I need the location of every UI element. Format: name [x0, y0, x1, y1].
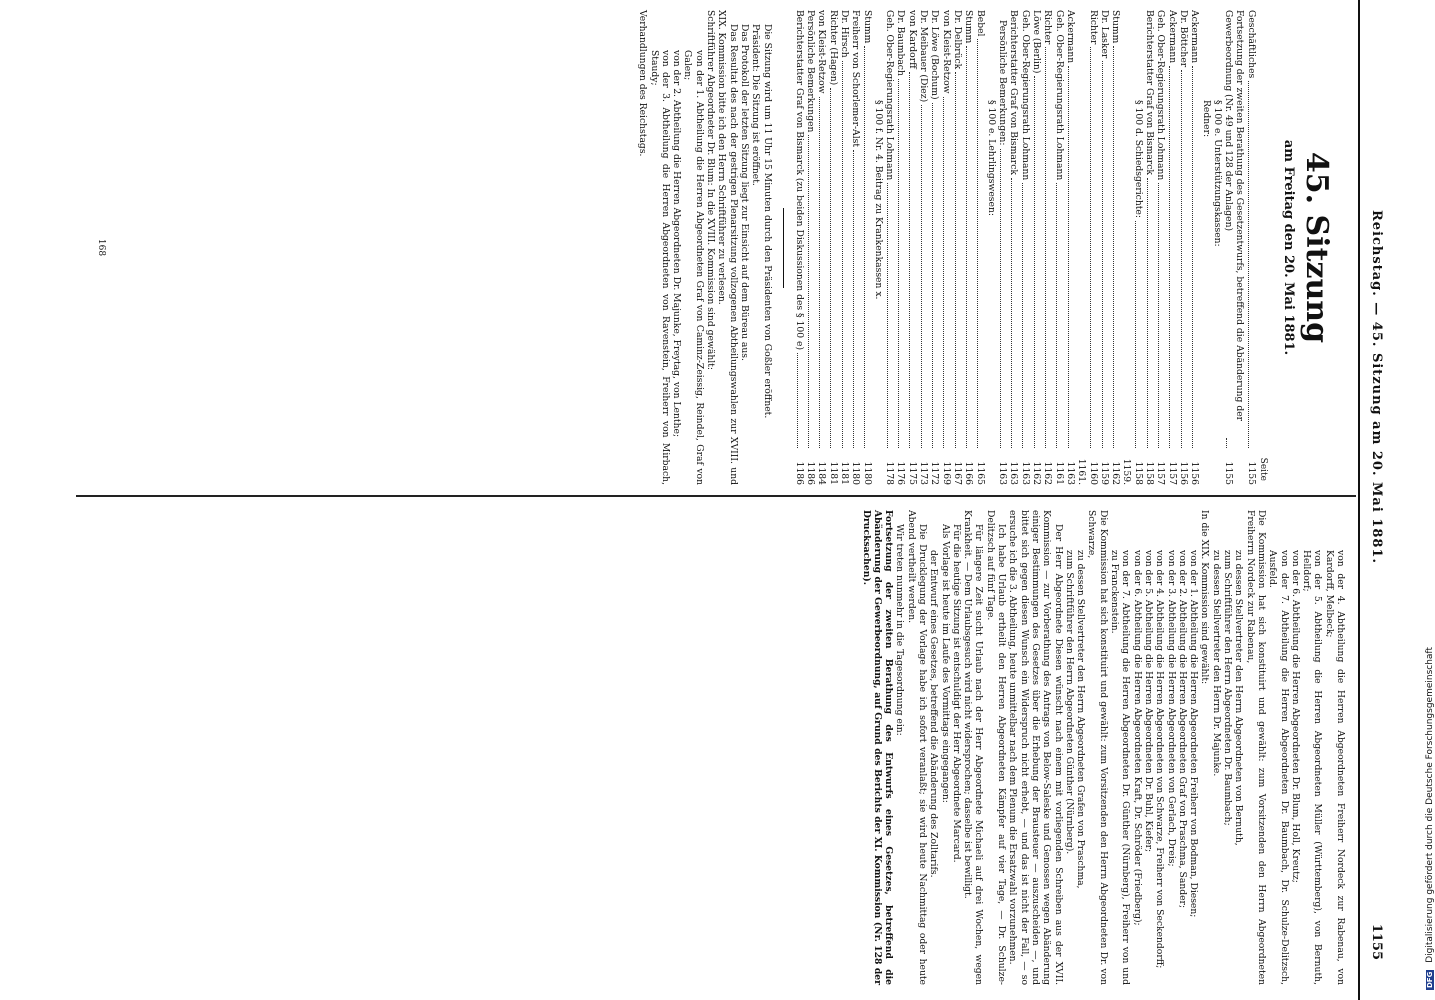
toc-leader-dots: [830, 88, 831, 448]
running-head-page-number: 1155: [1369, 923, 1384, 960]
toc-entry-text: Dr. Baumbach: [895, 10, 907, 76]
toc-leader-dots: [1248, 81, 1249, 448]
toc-entry: [850, 10, 861, 485]
left-body-text: [637, 10, 773, 485]
body-paragraph: zum Schriftführer den Herrn Abgeordneten Dr. Baumbach;: [1222, 550, 1234, 826]
rotated-sheet: [60, 0, 1390, 1000]
toc-entry-text: Dr. Hirsch: [839, 10, 851, 58]
header-rule: [1358, 0, 1360, 1000]
toc-leader-dots: [1226, 438, 1227, 448]
body-paragraph: Für die heutige Sitzung ist entschuldigt der Herr Abgeordnete Marcard.: [950, 524, 962, 863]
body-paragraph: von der 2. Abtheilung die Herren Abgeordneten Graf von Praschma, Sander;: [1176, 550, 1188, 909]
running-head: [1360, 0, 1390, 1000]
left-column: [66, 10, 1346, 485]
toc-leader-dots: [1113, 46, 1114, 448]
toc-leader-dots: [1192, 66, 1193, 448]
toc-entry: [1132, 10, 1143, 485]
body-paragraph: von der 1. Abtheilung die Herren Abgeordneten Freiherr von Bodman, Diesen;: [1188, 550, 1200, 918]
body-paragraph: zu dessen Stellvertreter den Herrn Dr. Majunke.: [1210, 550, 1222, 777]
toc-entry: [940, 10, 951, 485]
body-paragraph: Das Protokoll der letzten Sitzung liegt zur Einsicht auf dem Büreau aus.: [738, 24, 750, 361]
toc-entry-text: § 100 e. Unterstützungskassen:: [1211, 100, 1223, 247]
toc-leader-dots: [1102, 61, 1103, 448]
toc-leader-dots: [842, 61, 843, 448]
toc-entry-page: 1165: [974, 461, 986, 485]
toc-divider: [783, 208, 784, 288]
toc-entry: [1212, 10, 1223, 485]
toc-leader-dots: [1169, 66, 1170, 448]
body-paragraph: von der 7. Abtheilung die Herren Abgeordneten Dr. Günther (Nürnberg), Freiherr von und zu Franckenstein.: [1109, 550, 1132, 985]
toc-entry-text: von Kleist-Retzow: [940, 10, 952, 94]
toc-entry-text: Stumm: [963, 10, 975, 44]
toc-entry: [1008, 10, 1019, 485]
signature-number: 168: [96, 238, 106, 257]
toc-entry: [1200, 10, 1211, 485]
toc-leader-dots: [853, 150, 854, 448]
body-paragraph: In die XIX. Kommission sind gewählt:: [1199, 510, 1211, 685]
right-body-text: [860, 510, 1346, 985]
toc-entry: [895, 10, 906, 485]
toc-entry-text: Berichterstatter Graf von Bismarck: [1008, 10, 1020, 175]
toc-entry: [884, 10, 895, 485]
toc-entry-text: Stumm: [1110, 10, 1122, 44]
toc-entry-text: Bebel: [974, 10, 986, 37]
body-paragraph: Verhandlungen des Reichstags.: [637, 10, 649, 157]
toc-leader-dots: [1181, 70, 1182, 448]
toc-entry-page: 1158: [1132, 461, 1144, 485]
toc-entry-text: Redner:: [1200, 100, 1212, 138]
toc-entry-text: Richter: [1087, 10, 1099, 45]
body-paragraph: Präsident: Die Sitzung ist eröffnet.: [750, 24, 762, 186]
toc-entry-page: 1172: [929, 461, 941, 485]
toc-entry: [918, 10, 929, 485]
credit-text: Digitalisierung gefördert durch die Deutsche Forschungsgemeinschaft: [1425, 647, 1435, 963]
body-paragraph: von der 4. Abtheilung die Herren Abgeordneten Freiherr Nordeck zur Rabenau, von Kardorff, Melbeck;: [1323, 550, 1346, 985]
toc-entry-text: § 100 e. Lehrlingswesen:: [985, 100, 997, 216]
body-paragraph: von der 2. Abtheilung die Herren Abgeordneten Dr. Majunke, Freytag, von Lenthe;: [671, 50, 683, 438]
toc-leader-dots: [864, 46, 865, 448]
toc-entry-page: 1186: [793, 461, 805, 485]
toc-leader-dots: [1090, 47, 1091, 448]
toc-entry: [1053, 10, 1064, 485]
dfg-logo-icon: DFG: [1426, 971, 1434, 988]
toc-leader-dots: [921, 105, 922, 448]
toc-entry-page: 1162: [1031, 461, 1043, 485]
toc-entry-page: 1167: [951, 461, 963, 485]
body-paragraph: Die Kommission hat sich konstituirt und gewählt: zum Vorsitzenden den Herrn Abgeordneten Dr. von Schwarze,: [1086, 510, 1109, 985]
toc-leader-dots: [943, 97, 944, 448]
toc-entry-text: Ackermann: [1064, 10, 1076, 64]
toc-entry-page: 1181: [827, 461, 839, 485]
body-paragraph: von der 3. Abtheilung die Herren Abgeordneten von Gerlach, Dreis;: [1165, 550, 1177, 867]
session-date: am Freitag den 20. Mai 1881.: [1281, 139, 1296, 356]
running-head-title: Reichstag. — 45. Sitzung am 20. Mai 1881.: [1369, 210, 1384, 565]
toc-entry-page: 1158: [1144, 461, 1156, 485]
toc-leader-dots: [1068, 66, 1069, 448]
toc-entry: [952, 10, 963, 485]
body-paragraph: von der 1. Abtheilung die Herren Abgeordneten Graf von Caminz-Zeissig, Reindel, Graf von Galen;: [682, 50, 705, 485]
toc-entry-page: 1157: [1166, 461, 1178, 485]
toc-entry-text: Dr. Böttcher: [1177, 10, 1189, 68]
toc-entry-page: 1181: [839, 461, 851, 485]
toc-leader-dots: [1158, 183, 1159, 448]
toc-entry: [1110, 10, 1133, 485]
toc-entry-text: Persönliche Bemerkungen: [805, 10, 817, 133]
session-title: 45. Sitzung: [1299, 151, 1334, 344]
toc-entry: [794, 10, 805, 485]
toc-entry-page: 1163: [1008, 461, 1020, 485]
body-paragraph: von der 5. Abtheilung die Herren Abgeordneten Dr. Buhl, Kiefer;: [1142, 550, 1154, 853]
toc-entry-page: 1159: [1098, 461, 1110, 485]
body-paragraph: zu dessen Stellvertreter den Herrn Abgeordneten von Bernuth,: [1233, 550, 1245, 846]
toc-entry-text: Fortsetzung der zweiten Berathung des Gesetzentwurfs, betreffend die Abänderung der Gewerbeordnung (Nr. 49 und 128 der Anlagen): [1223, 10, 1246, 422]
toc-entry: [1189, 10, 1200, 485]
toc-entry: [1031, 10, 1042, 485]
toc-entry-page: 1175: [906, 461, 918, 485]
body-paragraph: Wir treten nunmehr in die Tagesordnung ein:: [894, 524, 906, 736]
toc-entry-text: § 100 d. Schiedsgerichte:: [1132, 100, 1144, 218]
body-paragraph: von der 5. Abtheilung die Herren Abgeordneten Müller (Württemberg), von Bernuth, Helldorf;: [1301, 550, 1324, 985]
toc-entry: [861, 10, 872, 485]
body-paragraph: Der Herr Abgeordnete Diesen wünscht nach einem mit vorliegenden Schreiben aus der XVII. Kommission — zur Vorberathung des Antrags von Below-Saleske und Genossen wegen Abänderung einiger Bestimmungen des Gesetzes über die Erhebung der Brausteuer — auszuscheiden —, und bittet sich gegen diesen Wunsch ein Widerspruch nicht erhebt, — und das ist nicht der Fall, — so ersuche ich die 3. Abtheilung, heute unmittelbar nach dem Plenum die Ersatzwahl vorzunehmen.: [1007, 510, 1064, 985]
body-paragraph: von der 3. Abtheilung die Herren Abgeordneten von Ravenstein, Freiherr von Mirbach, Staudy;: [648, 50, 671, 485]
toc-entry-page: 1162: [1042, 461, 1054, 485]
toc-leader-dots: [966, 46, 967, 448]
toc-leader-dots: [910, 72, 911, 448]
toc-leader-dots: [898, 79, 899, 448]
toc-entry: [997, 10, 1008, 485]
toc-leader-dots: [887, 183, 888, 448]
toc-leader-dots: [932, 103, 933, 448]
toc-entry-text: Berichterstatter Graf von Bismarck (zu beiden Diskussionen des § 100 e): [793, 10, 805, 351]
body-paragraph: Die Drucklegung der Vorlage habe ich sofort veranlaßt; sie wird heute Nachmittag oder heute Abend vertheilt werden.: [905, 510, 929, 985]
toc-entry: [827, 10, 838, 485]
toc-entry-text: von Kleist-Retzow: [816, 10, 828, 94]
toc-leader-dots: [955, 72, 956, 448]
toc-leader-dots: [808, 135, 809, 448]
toc-leader-dots: [1045, 47, 1046, 448]
toc-entry-page: 1180: [850, 461, 862, 485]
toc-entry: [1166, 10, 1177, 485]
toc-entry-text: Stumm: [861, 10, 873, 44]
toc-entry: [929, 10, 940, 485]
toc-leader-dots: [1022, 183, 1023, 448]
toc-entry-text: Berichterstatter Graf von Bismarck: [1144, 10, 1156, 175]
right-column: [66, 510, 1346, 985]
toc-entry: [963, 10, 974, 485]
body-paragraph: Das Resultat des nach der gestrigen Plenarsitzung vollzogenen Abtheilungswahlen zur XVIII. und XIX. Kommission bitte ich den Herrn Schriftführer zu verlesen.: [716, 10, 739, 485]
toc-entry-page: 1155: [1245, 461, 1257, 485]
toc-entry-text: Richter: [1042, 10, 1054, 45]
toc-leader-dots: [1011, 178, 1012, 448]
body-paragraph: Als Vorlage ist heute im Laufe des Vormittags eingegangen:: [939, 524, 951, 803]
toc-entry-text: Geh. Ober-Regierungsrath Lohmann: [1019, 10, 1031, 181]
body-paragraph: von der 7. Abtheilung die Herren Abgeordneten Dr. Baumbach, Dr. Schulze-Delitzsch, Ausfeld.: [1267, 550, 1290, 985]
toc-entry-page: 1184: [816, 461, 828, 485]
toc-entry: [805, 10, 816, 485]
toc-entry: [1019, 10, 1030, 485]
body-paragraph: von der 4. Abtheilung die Herren Abgeordneten von Schwarze, Freiherr von Seckendorff;: [1154, 550, 1166, 969]
toc-entry-text: Geh. Ober-Regierungsrath Lohmann: [884, 10, 896, 181]
toc-entry: [986, 10, 997, 485]
toc-entry-page: 1161: [1053, 461, 1065, 485]
toc-entry-page: 1176: [895, 461, 907, 485]
toc-entry-page: 1159. 1162: [1110, 458, 1133, 485]
toc-entry-text: Ackermann: [1166, 10, 1178, 64]
toc-entry-page: 1173: [918, 461, 930, 485]
toc-entry-text: Dr. Delbrück: [951, 10, 963, 70]
toc-entry: [816, 10, 827, 485]
toc-leader-dots: [819, 97, 820, 448]
toc-entry-text: Löwe (Berlin): [1031, 10, 1043, 74]
toc-entry-page: 1160: [1087, 461, 1099, 485]
toc-entry: [1099, 10, 1110, 485]
toc-entry-text: Ackermann: [1189, 10, 1201, 64]
toc-entry: [1042, 10, 1053, 485]
body-paragraph: zu dessen Stellvertreter den Herrn Abgeordneten Grafen von Praschma,: [1075, 550, 1087, 889]
body-paragraph: von der 6. Abtheilung die Herren Abgeordneten Kraft, Dr. Schröder (Friedberg);: [1131, 550, 1143, 926]
toc-entry-text: Geh. Ober-Regierungsrath Lohmann: [1053, 10, 1065, 181]
body-paragraph: von der 6. Abtheilung die Herren Abgeordneten Dr. Blum, Holl, Kreutz;: [1289, 550, 1301, 883]
body-paragraph: Für längere Zeit sucht Urlaub nach der Herr Abgeordnete Michaeli auf drei Wochen, wegen Krankheit. — Dem Urlaubsgesuch wird nicht widersprochen; dasselbe ist bewilligt.: [962, 510, 985, 985]
toc-leader-dots: [1147, 178, 1148, 448]
toc-entry: [1065, 10, 1088, 485]
toc-entry-page: 1163: [1019, 461, 1031, 485]
toc-entry-text: Dr. Meibauer (Diez): [918, 10, 930, 103]
toc-entry-page: 1186: [805, 461, 817, 485]
body-paragraph: Die Kommission hat sich konstituirt und gewählt: zum Vorsitzenden den Herrn Abgeordneten Freiherrn Nordeck zur Rabenau,: [1244, 510, 1267, 985]
toc-entry-page: 1156: [1189, 461, 1201, 485]
toc-leader-dots: [1034, 76, 1035, 448]
toc-entry-text: Dr. Lasker: [1098, 10, 1110, 59]
body-paragraph: der Entwurf eines Gesetzes, betreffend die Abänderung des Zolltarifs.: [928, 550, 940, 878]
body-paragraph: Schriftführer Abgeordneter Dr. Blum: In die XVIII. Kommission sind gewählt:: [705, 10, 717, 370]
toc-entry: [1155, 10, 1166, 485]
toc-entry-text: Persönliche Bemerkungen:: [997, 20, 1009, 146]
digitization-credit: [1413, 0, 1435, 1000]
toc-entry-text: Richter (Hagen): [827, 10, 839, 86]
toc-entry-text: Freiherr von Schorlemer-Alst: [850, 10, 862, 148]
toc-entry: [1223, 10, 1246, 485]
toc-entry-page: 1169: [940, 461, 952, 485]
toc-entry-page: 1157: [1155, 461, 1167, 485]
table-of-contents: [794, 10, 1257, 485]
toc-entry-text: von Kardorff: [906, 10, 918, 69]
toc-entry: [1144, 10, 1155, 485]
toc-entry: [1245, 10, 1256, 485]
body-paragraph: zum Schriftführer den Herrn Abgeordneten Günther (Nürnberg).: [1063, 550, 1075, 855]
toc-leader-dots: [1000, 149, 1001, 448]
toc-entry-page: 1166: [963, 461, 975, 485]
body-paragraph: Ich habe Urlaub ertheilt den Herren Abgeordneten Kämpfer auf vier Tage, — Dr. Schulze-Delitzsch auf fünf Tage.: [984, 510, 1008, 985]
toc-entry-text: § 100 f. Nr. 4. Beitrag zu Krankenkassen x.: [872, 100, 884, 300]
toc-leader-dots: [797, 353, 798, 448]
toc-entry-page: 1156: [1177, 461, 1189, 485]
toc-entry: [839, 10, 850, 485]
toc-entry-page: 1180: [861, 461, 873, 485]
toc-leader-dots: [977, 39, 978, 448]
body-paragraph: Die Sitzung wird um 11 Uhr 15 Minuten durch den Präsidenten von Goßler eröffnet.: [761, 24, 773, 419]
toc-entry-page: 1178: [884, 461, 896, 485]
column-rule: [76, 495, 1356, 497]
toc-entry-page: 1163: [997, 461, 1009, 485]
toc-entry-page: 1155: [1223, 461, 1235, 485]
toc-entry: [907, 10, 918, 485]
toc-entry-text: Dr. Löwe (Bochum): [929, 10, 941, 100]
toc-leader-dots: [1135, 221, 1136, 448]
toc-entry-page: 1161. 1163: [1064, 458, 1088, 485]
toc-entry: [873, 10, 884, 485]
toc-leader-dots: [1056, 183, 1057, 448]
toc-entry: [1087, 10, 1098, 485]
toc-entry-text: Geschäftliches: [1245, 10, 1257, 79]
toc-entry: [1178, 10, 1189, 485]
body-paragraph: Fortsetzung der zweiten Berathung des Entwurfs eines Gesetzes, betreffend die Abänderung der Gewerbeordnung, auf Grund des Berichts der XI. Kommission (Nr. 128 der Drucksachen).: [860, 510, 895, 985]
toc-seite-label: Seite: [1258, 457, 1268, 481]
toc-entry-text: Geh. Ober-Regierungsrath Lohmann: [1155, 10, 1167, 181]
toc-entry: [974, 10, 985, 485]
